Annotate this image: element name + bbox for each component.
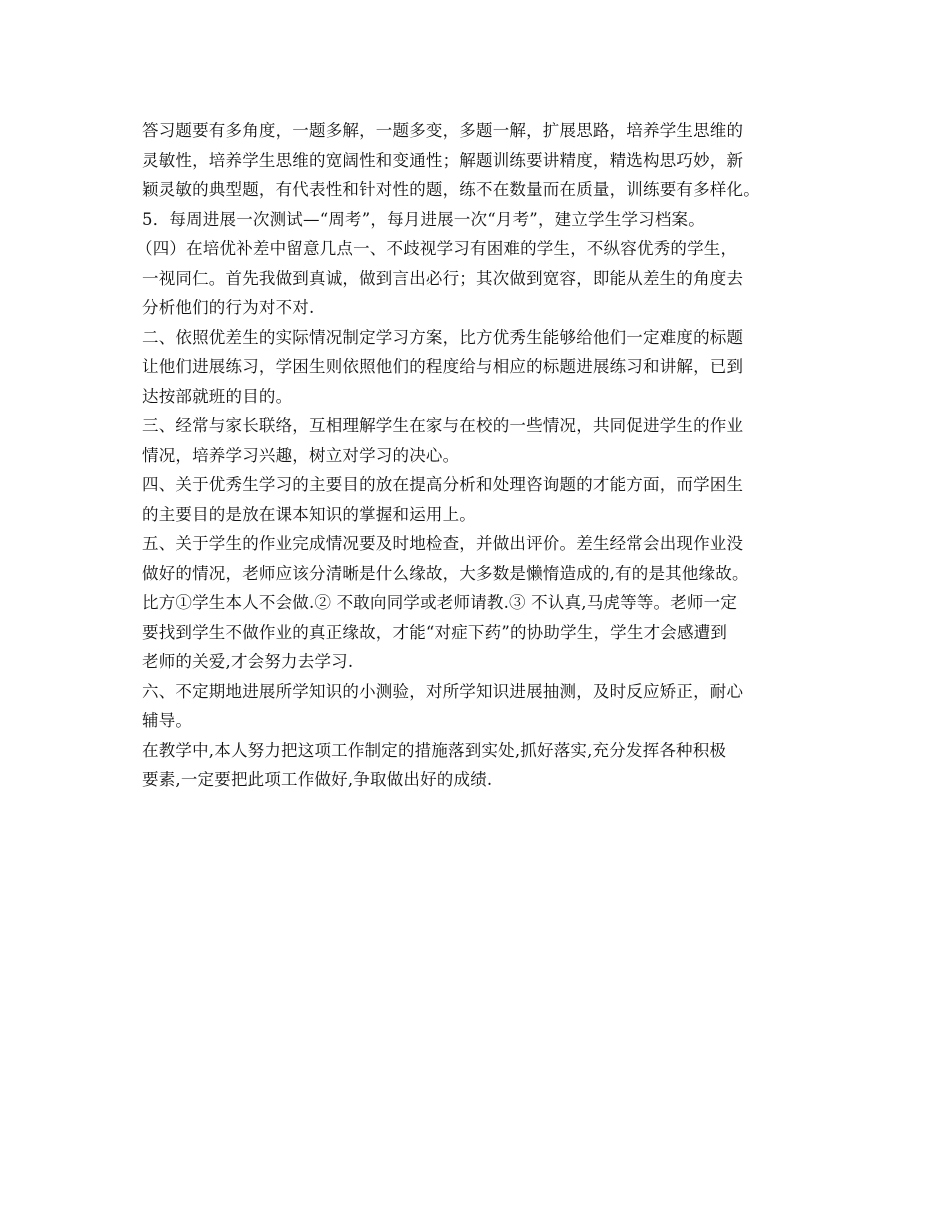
- text-line: 三、经常与家长联络，互相理解学生在家与在校的一些情况，共同促进学生的作业: [142, 416, 744, 435]
- text-line: 要找到学生不做作业的真正缘故，才能“对症下药”的协助学生，学生才会感遭到: [142, 622, 728, 642]
- text-line: 在教学中,本人努力把这项工作制定的措施落到实处,抓好落实,充分发挥各种积极: [142, 740, 727, 760]
- text-line: 要素,一定要把此项工作做好,争取做出好的成绩.: [142, 770, 493, 789]
- text-line: 分析他们的行为对不对.: [142, 298, 315, 317]
- text-line: 比方①学生本人不会做.② 不敢向同学或老师请教.③ 不认真,马虎等等。老师一定: [142, 593, 738, 612]
- text-line: （四）在培优补差中留意几点一、不歧视学习有困难的学生，不纵容优秀的学生，: [136, 239, 738, 258]
- text-line: 四、关于优秀生学习的主要目的放在提高分析和处理咨询题的才能方面，而学困生: [142, 475, 744, 494]
- text-line: 一视同仁。首先我做到真诚，做到言出必行；其次做到宽容，即能从差生的角度去: [142, 268, 744, 288]
- text-line: 让他们进展练习，学困生则依照他们的程度给与相应的标题进展练习和讲解，已到: [142, 357, 744, 376]
- text-line: 达按部就班的目的。: [142, 386, 293, 406]
- text-line: 5．每周进展一次测试—“周考”，每月进展一次“月考”，建立学生学习档案。: [142, 209, 705, 229]
- text-line: 五、关于学生的作业完成情况要及时地检查，并做出评价。差生经常会出现作业没: [142, 534, 744, 553]
- text-line: 辅导。: [142, 711, 193, 730]
- text-line: 答习题要有多角度，一题多解，一题多变，多题一解，扩展思路，培养学生思维的: [142, 121, 744, 140]
- text-line: 六、不定期地进展所学知识的小测验，对所学知识进展抽测，及时反应矫正，耐心: [142, 681, 744, 701]
- text-line: 颖灵敏的典型题，有代表性和针对性的题，练不在数量而在质量，训练要有多样化。: [142, 180, 760, 199]
- document-body: [136, 116, 826, 795]
- text-line: 情况，培养学习兴趣，树立对学习的决心。: [142, 445, 460, 465]
- text-line: 做好的情况，老师应该分清晰是什么缘故，大多数是懒惰造成的,有的是其他缘故。: [142, 563, 749, 583]
- text-line: 灵敏性，培养学生思维的宽阔性和变通性；解题训练要讲精度，精选构思巧妙，新: [142, 150, 744, 170]
- text-line: 二、依照优差生的实际情况制定学习方案，比方优秀生能够给他们一定难度的标题: [142, 327, 744, 347]
- text-line: 老师的关爱,才会努力去学习.: [142, 652, 354, 671]
- text-line: 的主要目的是放在课本知识的掌握和运用上。: [142, 504, 476, 524]
